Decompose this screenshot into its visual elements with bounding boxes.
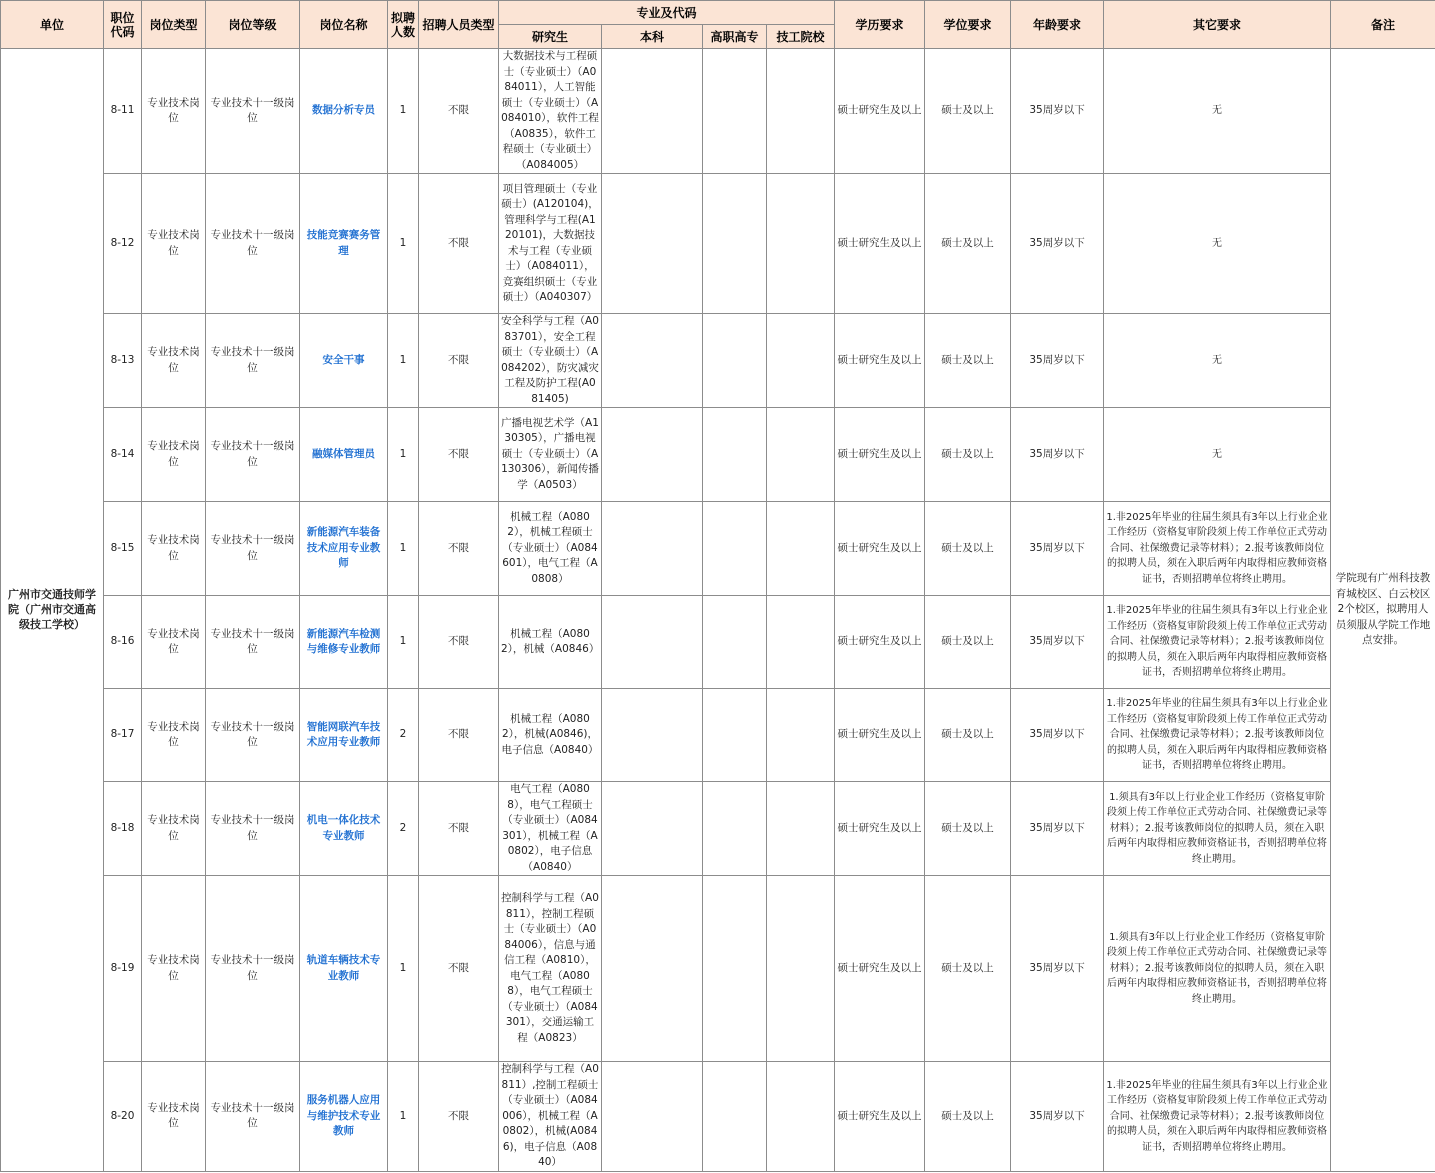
job-grade: 专业技术十一级岗位 (206, 1062, 300, 1172)
education-req: 硕士研究生及以上 (835, 314, 925, 408)
job-type: 专业技术岗位 (142, 689, 206, 782)
recruit-type: 不限 (419, 1062, 499, 1172)
recruit-type: 不限 (419, 314, 499, 408)
vocational-major (703, 782, 767, 876)
table-row (1, 502, 1435, 596)
header-bachelor: 本科 (602, 25, 703, 49)
education-req: 硕士研究生及以上 (835, 782, 925, 876)
graduate-major: 机械工程（A0802），机械工程硕士（专业硕士）（A084601），电气工程（A0808） (499, 502, 602, 596)
bachelor-major (602, 408, 703, 502)
job-code: 8-16 (104, 596, 142, 689)
age-req: 35周岁以下 (1011, 408, 1104, 502)
table-row (1, 1062, 1435, 1172)
job-type: 专业技术岗位 (142, 596, 206, 689)
job-type: 专业技术岗位 (142, 49, 206, 174)
education-req: 硕士研究生及以上 (835, 596, 925, 689)
education-req: 硕士研究生及以上 (835, 1062, 925, 1172)
job-grade: 专业技术十一级岗位 (206, 502, 300, 596)
hire-count: 1 (388, 502, 419, 596)
vocational-major (703, 689, 767, 782)
job-type: 专业技术岗位 (142, 782, 206, 876)
degree-req: 硕士及以上 (925, 174, 1011, 314)
bachelor-major (602, 502, 703, 596)
job-code: 8-12 (104, 174, 142, 314)
vocational-major (703, 49, 767, 174)
recruit-type: 不限 (419, 49, 499, 174)
technical-major (767, 596, 835, 689)
other-req: 1.非2025年毕业的往届生须具有3年以上行业企业工作经历（资格复审阶段须上传工作单位正式劳动合同、社保缴费记录等材料）；2.报考该教师岗位的拟聘人员，须在入职后两年内取得相应教师资格证书，否则招聘单位将终止聘用。 (1104, 502, 1331, 596)
vocational-major (703, 502, 767, 596)
remark: 学院现有广州科技教育城校区、白云校区2个校区，拟聘用人员须服从学院工作地点安排。 (1331, 49, 1435, 1172)
header-grade: 岗位等级 (206, 1, 300, 49)
age-req: 35周岁以下 (1011, 502, 1104, 596)
job-name: 机电一体化技术专业教师 (300, 782, 388, 876)
job-name: 数据分析专员 (300, 49, 388, 174)
graduate-major: 机械工程（A0802），机械(A0846)，电子信息（A0840） (499, 689, 602, 782)
technical-major (767, 689, 835, 782)
recruit-type: 不限 (419, 408, 499, 502)
job-type: 专业技术岗位 (142, 502, 206, 596)
header-major-group: 专业及代码 (499, 1, 835, 25)
hire-count: 1 (388, 1062, 419, 1172)
header-type: 岗位类型 (142, 1, 206, 49)
technical-major (767, 782, 835, 876)
bachelor-major (602, 689, 703, 782)
header-count: 拟聘人数 (388, 1, 419, 49)
age-req: 35周岁以下 (1011, 49, 1104, 174)
job-name: 技能竞赛赛务管理 (300, 174, 388, 314)
job-type: 专业技术岗位 (142, 1062, 206, 1172)
technical-major (767, 876, 835, 1062)
job-grade: 专业技术十一级岗位 (206, 782, 300, 876)
other-req: 无 (1104, 408, 1331, 502)
bachelor-major (602, 596, 703, 689)
vocational-major (703, 408, 767, 502)
job-grade: 专业技术十一级岗位 (206, 314, 300, 408)
header-other: 其它要求 (1104, 1, 1331, 49)
header-age: 年龄要求 (1011, 1, 1104, 49)
job-name: 新能源汽车装备技术应用专业教师 (300, 502, 388, 596)
other-req: 无 (1104, 314, 1331, 408)
recruit-type: 不限 (419, 502, 499, 596)
hire-count: 2 (388, 689, 419, 782)
graduate-major: 控制科学与工程（A0811），控制工程硕士（专业硕士）（A084006），信息与通信工程（A0810），电气工程（A0808），电气工程硕士（专业硕士）（A084301），交通运输工程（A0823） (499, 876, 602, 1062)
table-row (1, 314, 1435, 408)
bachelor-major (602, 314, 703, 408)
job-type: 专业技术岗位 (142, 408, 206, 502)
technical-major (767, 1062, 835, 1172)
education-req: 硕士研究生及以上 (835, 876, 925, 1062)
other-req: 1.须具有3年以上行业企业工作经历（资格复审阶段须上传工作单位正式劳动合同、社保缴费记录等材料）；2.报考该教师岗位的拟聘人员，须在入职后两年内取得相应教师资格证书，否则招聘单位将终止聘用。 (1104, 876, 1331, 1062)
other-req: 无 (1104, 174, 1331, 314)
vocational-major (703, 876, 767, 1062)
header-education: 学历要求 (835, 1, 925, 49)
table-row (1, 596, 1435, 689)
header-remark: 备注 (1331, 1, 1435, 49)
recruit-type: 不限 (419, 689, 499, 782)
technical-major (767, 408, 835, 502)
header-code: 职位代码 (104, 1, 142, 49)
other-req: 1.非2025年毕业的往届生须具有3年以上行业企业工作经历（资格复审阶段须上传工作单位正式劳动合同、社保缴费记录等材料）；2.报考该教师岗位的拟聘人员，须在入职后两年内取得相应教师资格证书，否则招聘单位将终止聘用。 (1104, 689, 1331, 782)
job-grade: 专业技术十一级岗位 (206, 174, 300, 314)
recruit-type: 不限 (419, 876, 499, 1062)
recruit-type: 不限 (419, 596, 499, 689)
graduate-major: 机械工程（A0802），机械（A0846） (499, 596, 602, 689)
education-req: 硕士研究生及以上 (835, 49, 925, 174)
age-req: 35周岁以下 (1011, 782, 1104, 876)
job-grade: 专业技术十一级岗位 (206, 49, 300, 174)
graduate-major: 项目管理硕士（专业硕士）(A120104)，管理科学与工程(A120101)，大数据技术与工程（专业硕士）（A084011），竞赛组织硕士（专业硕士）（A040307） (499, 174, 602, 314)
graduate-major: 电气工程（A0808），电气工程硕士（专业硕士）（A084301），机械工程（A0802），电子信息（A0840） (499, 782, 602, 876)
bachelor-major (602, 1062, 703, 1172)
header-technical: 技工院校 (767, 25, 835, 49)
job-name: 智能网联汽车技术应用专业教师 (300, 689, 388, 782)
degree-req: 硕士及以上 (925, 49, 1011, 174)
job-name: 轨道车辆技术专业教师 (300, 876, 388, 1062)
hire-count: 1 (388, 314, 419, 408)
job-code: 8-13 (104, 314, 142, 408)
job-code: 8-11 (104, 49, 142, 174)
job-type: 专业技术岗位 (142, 876, 206, 1062)
bachelor-major (602, 174, 703, 314)
other-req: 无 (1104, 49, 1331, 174)
bachelor-major (602, 876, 703, 1062)
job-grade: 专业技术十一级岗位 (206, 596, 300, 689)
age-req: 35周岁以下 (1011, 876, 1104, 1062)
education-req: 硕士研究生及以上 (835, 174, 925, 314)
degree-req: 硕士及以上 (925, 408, 1011, 502)
header-vocational: 高职高专 (703, 25, 767, 49)
vocational-major (703, 174, 767, 314)
job-code: 8-19 (104, 876, 142, 1062)
other-req: 1.非2025年毕业的往届生须具有3年以上行业企业工作经历（资格复审阶段须上传工作单位正式劳动合同、社保缴费记录等材料）；2.报考该教师岗位的拟聘人员，须在入职后两年内取得相应教师资格证书，否则招聘单位将终止聘用。 (1104, 596, 1331, 689)
job-code: 8-18 (104, 782, 142, 876)
vocational-major (703, 1062, 767, 1172)
hire-count: 1 (388, 408, 419, 502)
technical-major (767, 49, 835, 174)
graduate-major: 大数据技术与工程硕士（专业硕士）（A084011），人工智能硕士（专业硕士）（A084010），软件工程（A0835），软件工程硕士（专业硕士）（A084005） (499, 49, 602, 174)
header-unit: 单位 (1, 1, 104, 49)
job-grade: 专业技术十一级岗位 (206, 408, 300, 502)
header-name: 岗位名称 (300, 1, 388, 49)
technical-major (767, 314, 835, 408)
table-row (1, 174, 1435, 314)
hire-count: 1 (388, 876, 419, 1062)
other-req: 1.须具有3年以上行业企业工作经历（资格复审阶段须上传工作单位正式劳动合同、社保缴费记录等材料）；2.报考该教师岗位的拟聘人员，须在入职后两年内取得相应教师资格证书，否则招聘单位将终止聘用。 (1104, 782, 1331, 876)
header-degree: 学位要求 (925, 1, 1011, 49)
job-type: 专业技术岗位 (142, 314, 206, 408)
job-type: 专业技术岗位 (142, 174, 206, 314)
job-name: 服务机器人应用与维护技术专业教师 (300, 1062, 388, 1172)
job-grade: 专业技术十一级岗位 (206, 876, 300, 1062)
table-row (1, 876, 1435, 1062)
education-req: 硕士研究生及以上 (835, 502, 925, 596)
table-row (1, 49, 1435, 174)
degree-req: 硕士及以上 (925, 502, 1011, 596)
age-req: 35周岁以下 (1011, 1062, 1104, 1172)
degree-req: 硕士及以上 (925, 876, 1011, 1062)
education-req: 硕士研究生及以上 (835, 408, 925, 502)
bachelor-major (602, 782, 703, 876)
table-body (1, 49, 1435, 1172)
graduate-major: 控制科学与工程（A0811）,控制工程硕士（专业硕士）（A084006），机械工程（A0802），机械(A0846)，电子信息（A0840） (499, 1062, 602, 1172)
job-code: 8-15 (104, 502, 142, 596)
other-req: 1.非2025年毕业的往届生须具有3年以上行业企业工作经历（资格复审阶段须上传工作单位正式劳动合同、社保缴费记录等材料）；2.报考该教师岗位的拟聘人员，须在入职后两年内取得相应教师资格证书，否则招聘单位将终止聘用。 (1104, 1062, 1331, 1172)
table-row (1, 408, 1435, 502)
job-code: 8-14 (104, 408, 142, 502)
degree-req: 硕士及以上 (925, 689, 1011, 782)
technical-major (767, 174, 835, 314)
job-name: 新能源汽车检测与维修专业教师 (300, 596, 388, 689)
hire-count: 1 (388, 49, 419, 174)
degree-req: 硕士及以上 (925, 596, 1011, 689)
degree-req: 硕士及以上 (925, 782, 1011, 876)
job-name: 安全干事 (300, 314, 388, 408)
graduate-major: 广播电视艺术学（A130305），广播电视硕士（专业硕士）（A130306），新闻传播学（A0503） (499, 408, 602, 502)
vocational-major (703, 314, 767, 408)
degree-req: 硕士及以上 (925, 1062, 1011, 1172)
job-code: 8-17 (104, 689, 142, 782)
recruit-type: 不限 (419, 174, 499, 314)
technical-major (767, 502, 835, 596)
unit-name: 广州市交通技师学院（广州市交通高级技工学校） (1, 49, 104, 1172)
age-req: 35周岁以下 (1011, 314, 1104, 408)
header-recruit-type: 招聘人员类型 (419, 1, 499, 49)
header-graduate: 研究生 (499, 25, 602, 49)
hire-count: 1 (388, 596, 419, 689)
table-row (1, 782, 1435, 876)
job-grade: 专业技术十一级岗位 (206, 689, 300, 782)
bachelor-major (602, 49, 703, 174)
graduate-major: 安全科学与工程（A083701），安全工程硕士（专业硕士）（A084202），防灾减灾工程及防护工程(A081405) (499, 314, 602, 408)
age-req: 35周岁以下 (1011, 174, 1104, 314)
job-name: 融媒体管理员 (300, 408, 388, 502)
degree-req: 硕士及以上 (925, 314, 1011, 408)
education-req: 硕士研究生及以上 (835, 689, 925, 782)
age-req: 35周岁以下 (1011, 596, 1104, 689)
age-req: 35周岁以下 (1011, 689, 1104, 782)
vocational-major (703, 596, 767, 689)
job-code: 8-20 (104, 1062, 142, 1172)
hire-count: 1 (388, 174, 419, 314)
table-row (1, 689, 1435, 782)
recruit-type: 不限 (419, 782, 499, 876)
hire-count: 2 (388, 782, 419, 876)
